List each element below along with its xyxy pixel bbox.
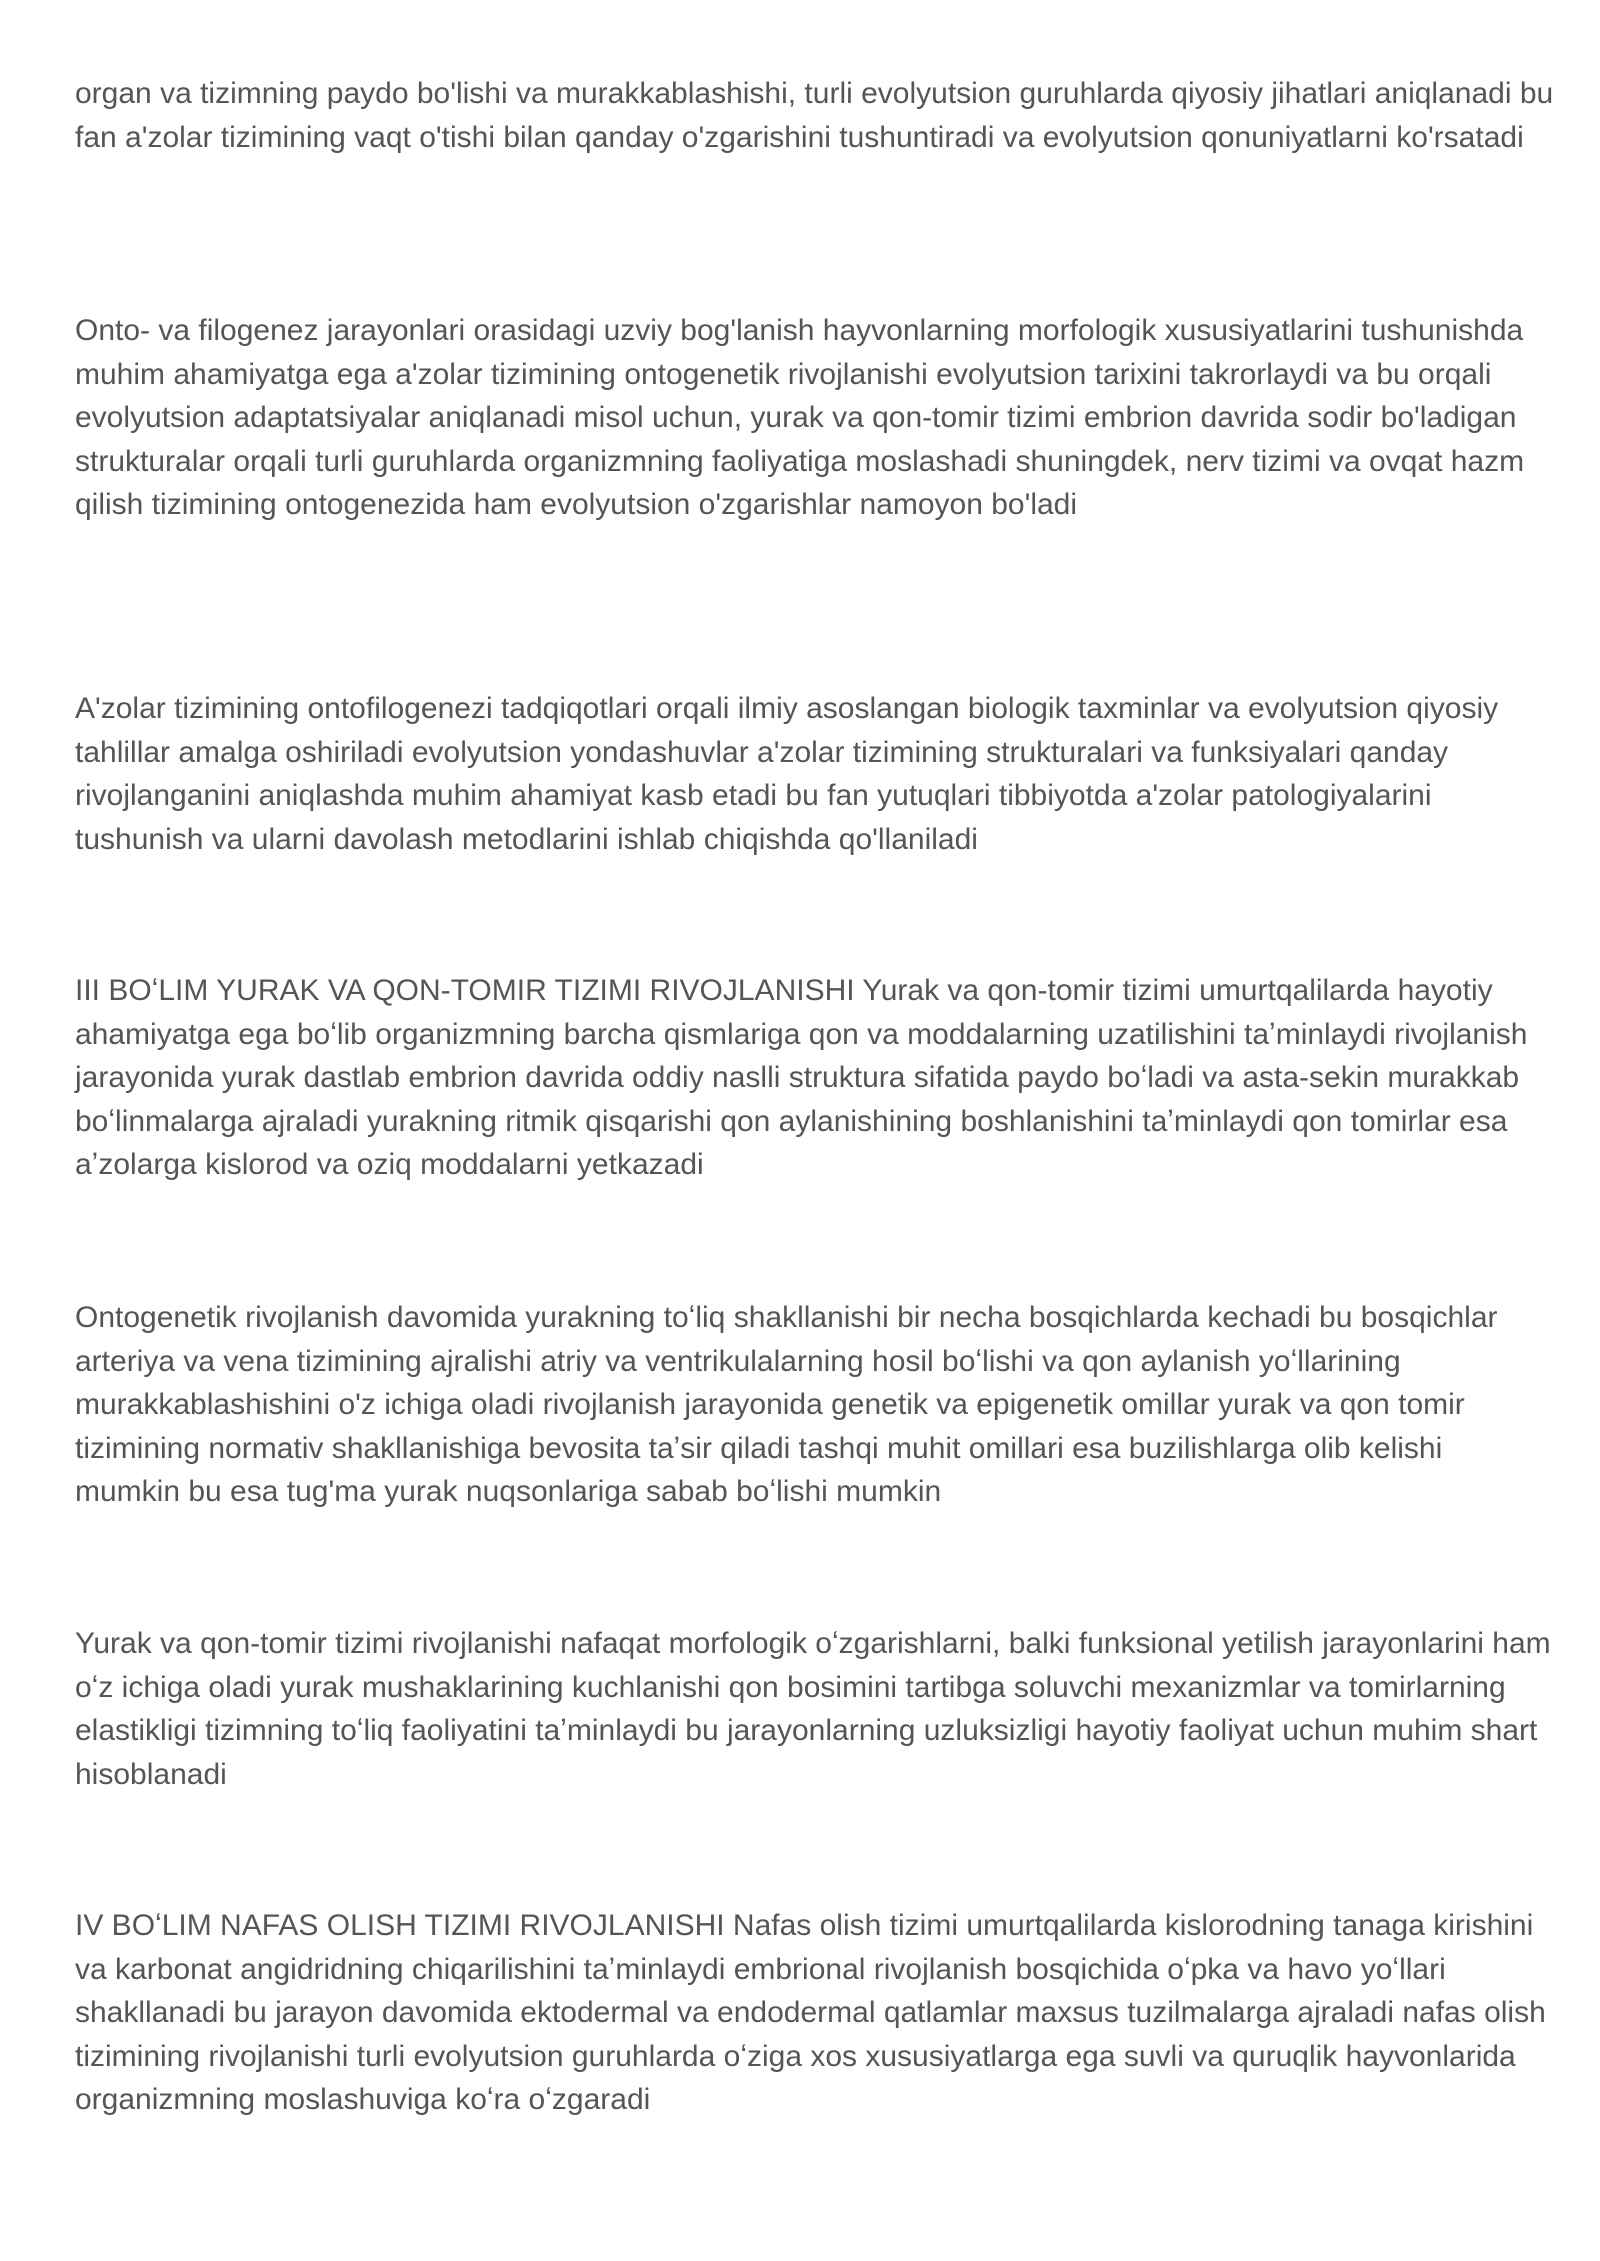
- paragraph-2: Onto- va filogenez jarayonlari orasidagi uzviy bog'lanish hayvonlarning morfologik xususiyatlarini tushunishda muhim ahamiyatga ega a'zolar tizimining ontogenetik rivojlanishi evolyutsion tarixini takrorlaydi va bu orqali evolyutsion adaptatsiyalar aniqlanadi misol uchun, yurak va qon-tomir tizimi embrion davrida sodir bo'ladigan strukturalar orqali turli guruhlarda organizmning faoliyatiga moslashadi shuningdek, nerv tizimi va ovqat hazm qilish tizimining ontogenezida ham evolyutsion o'zgarishlar namoyon bo'ladi: [75, 314, 1525, 521]
- section-3-heading-paragraph: III BOʻLIM YURAK VA QON-TOMIR TIZIMI RIVOJLANISHI Yurak va qon-tomir tizimi umurtqalilarda hayotiy ahamiyatga ega boʻlib organizmning barcha qismlariga qon va moddalarning uzatilishini taʼminlaydi rivojlanish jarayonida yurak dastlab embrion davrida oddiy naslli struktura sifatida paydo boʻladi va asta-sekin murakkab boʻlinmalarga ajraladi yurakning ritmik qisqarishi qon aylanishining boshlanishini taʼminlaydi qon tomirlar esa aʼzolarga kislorod va oziq moddalarni yetkazadi: [75, 974, 1528, 1181]
- paragraph-6: Yurak va qon-tomir tizimi rivojlanishi nafaqat morfologik oʻzgarishlarni, balki funksional yetilish jarayonlarini ham oʻz ichiga oladi yurak mushaklarining kuchlanishi qon bosimini tartibga soluvchi mexanizmlar va tomirlarning elastikligi tizimning toʻliq faoliyatini taʼminlaydi bu jarayonlarning uzluksizligi hayotiy faoliyat uchun muhim shart hisoblanadi: [75, 1627, 1551, 1791]
- paragraph-1: organ va tizimning paydo bo'lishi va murakkablashishi, turli evolyutsion guruhlarda qiyosiy jihatlari aniqlanadi bu fan a'zolar tizimining vaqt o'tishi bilan qanday o'zgarishini tushuntiradi va evolyutsion qonuniyatlarni ko'rsatadi: [75, 77, 1554, 154]
- paragraph-5: Ontogenetik rivojlanish davomida yurakning toʻliq shakllanishi bir necha bosqichlarda kechadi bu bosqichlar arteriya va vena tizimining ajralishi atriy va ventrikulalarning hosil boʻlishi va qon aylanish yoʻllarining murakkablashishini o'z ichiga oladi rivojlanish jarayonida genetik va epigenetik omillar yurak va qon tomir tizimining normativ shakllanishiga bevosita taʼsir qiladi tashqi muhit omillari esa buzilishlarga olib kelishi mumkin bu esa tug'ma yurak nuqsonlariga sabab boʻlishi mumkin: [75, 1301, 1498, 1508]
- section-4-heading-paragraph: IV BOʻLIM NAFAS OLISH TIZIMI RIVOJLANISHI Nafas olish tizimi umurtqalilarda kislorodning tanaga kirishini va karbonat angidridning chiqarilishini taʼminlaydi embrional rivojlanish bosqichida oʻpka va havo yoʻllari shakllanadi bu jarayon davomida ektodermal va endodermal qatlamlar maxsus tuzilmalarga ajraladi nafas olish tizimining rivojlanishi turli evolyutsion guruhlarda oʻziga xos xususiyatlarga ega suvli va quruqlik hayvonlarida organizmning moslashuviga koʻra oʻzgaradi: [75, 1909, 1546, 2116]
- paragraph-3: A'zolar tizimining ontofilogenezi tadqiqotlari orqali ilmiy asoslangan biologik taxminlar va evolyutsion qiyosiy tahlillar amalga oshiriladi evolyutsion yondashuvlar a'zolar tizimining strukturalari va funksiyalari qanday rivojlanganini aniqlashda muhim ahamiyat kasb etadi bu fan yutuqlari tibbiyotda a'zolar patologiyalarini tushunish va ularni davolash metodlarini ishlab chiqishda qo'llaniladi: [75, 692, 1499, 856]
